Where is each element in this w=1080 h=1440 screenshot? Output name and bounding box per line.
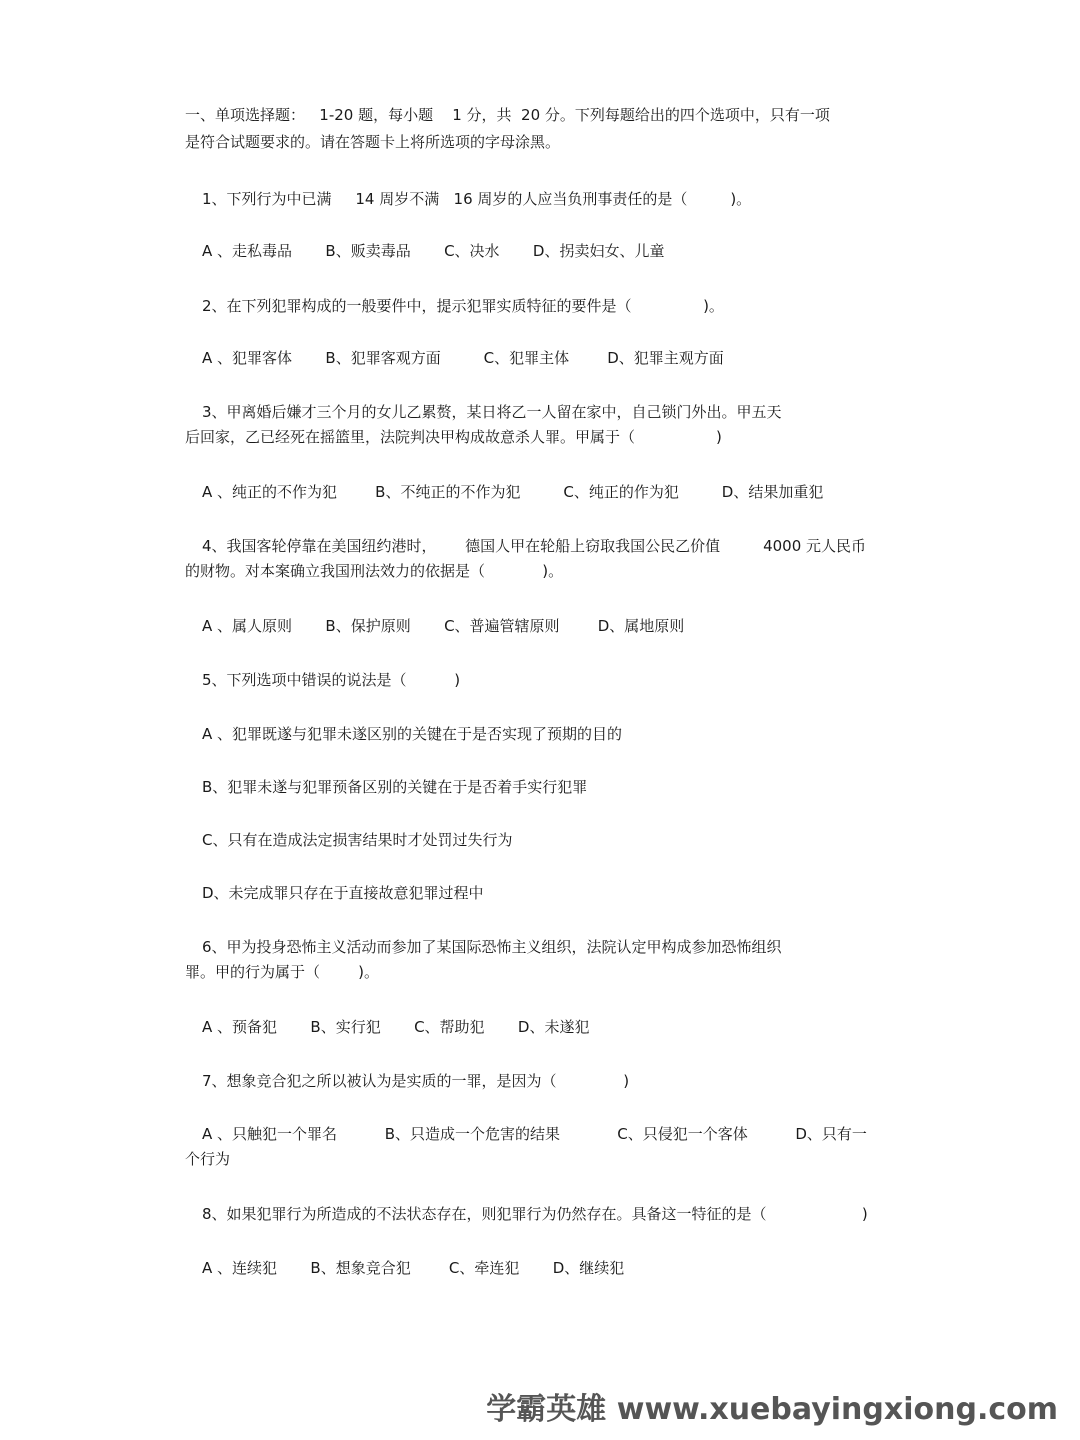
question-2-options: A 、犯罪客体 B、犯罪客观方面 C、犯罪主体 D、犯罪主观方面 bbox=[202, 349, 724, 367]
section-header-line-2: 是符合试题要求的。请在答题卡上将所选项的字母涂黑。 bbox=[185, 133, 561, 151]
question-2-stem: 2、在下列犯罪构成的一般要件中，提示犯罪实质特征的要件是（ )。 bbox=[202, 297, 724, 315]
question-3-options: A 、纯正的不作为犯 B、不纯正的不作为犯 C、纯正的作为犯 D、结果加重犯 bbox=[202, 483, 824, 501]
question-5-option-d: D、未完成罪只存在于直接故意犯罪过程中 bbox=[202, 884, 484, 902]
question-6-stem-line-2: 罪。甲的行为属于（ )。 bbox=[185, 963, 379, 981]
question-1-options: A 、走私毒品 B、贩卖毒品 C、决水 D、拐卖妇女、儿童 bbox=[202, 242, 665, 260]
question-4-stem-line-2: 的财物。对本案确立我国刑法效力的依据是（ )。 bbox=[185, 562, 564, 580]
question-5-option-a: A 、犯罪既遂与犯罪未遂区别的关键在于是否实现了预期的目的 bbox=[202, 725, 623, 743]
question-5-stem: 5、下列选项中错误的说法是（ ) bbox=[202, 671, 461, 689]
question-5-option-c: C、只有在造成法定损害结果时才处罚过失行为 bbox=[202, 831, 513, 849]
question-6-stem-line-1: 6、甲为投身恐怖主义活动而参加了某国际恐怖主义组织，法院认定甲构成参加恐怖组织 bbox=[202, 938, 782, 956]
question-8-options: A 、连续犯 B、想象竞合犯 C、牵连犯 D、继续犯 bbox=[202, 1259, 625, 1277]
question-4-stem-line-1: 4、我国客轮停靠在美国纽约港时， 德国人甲在轮船上窃取我国公民乙价值 4000 元人民币 bbox=[202, 537, 867, 555]
question-7-stem: 7、想象竞合犯之所以被认为是实质的一罪，是因为（ ) bbox=[202, 1072, 630, 1090]
question-6-options: A 、预备犯 B、实行犯 C、帮助犯 D、未遂犯 bbox=[202, 1018, 590, 1036]
question-3-stem-line-1: 3、甲离婚后嫌才三个月的女儿乙累赘，某日将乙一人留在家中，自己锁门外出。甲五天 bbox=[202, 403, 782, 421]
question-5-option-b: B、犯罪未遂与犯罪预备区别的关键在于是否着手实行犯罪 bbox=[202, 778, 588, 796]
question-3-stem-line-2: 后回家，乙已经死在摇篮里，法院判决甲构成故意杀人罪。甲属于（ ) bbox=[185, 428, 722, 446]
question-8-stem: 8、如果犯罪行为所造成的不法状态存在，则犯罪行为仍然存在。具备这一特征的是（ ) bbox=[202, 1205, 868, 1223]
watermark: 学霸英雄 www.xuebayingxiong.com bbox=[486, 1392, 1058, 1427]
question-7-options-line-1: A 、只触犯一个罪名 B、只造成一个危害的结果 C、只侵犯一个客体 D、只有一 bbox=[202, 1125, 867, 1143]
question-1-stem: 1、下列行为中已满 14 周岁不满 16 周岁的人应当负刑事责任的是（ )。 bbox=[202, 190, 752, 208]
question-4-options: A 、属人原则 B、保护原则 C、普遍管辖原则 D、属地原则 bbox=[202, 617, 685, 635]
question-7-options-line-2: 个行为 bbox=[185, 1150, 231, 1168]
section-header-line-1: 一、单项选择题： 1-20 题，每小题 1 分，共 20 分。下列每题给出的四个选项中，只有一项 bbox=[185, 106, 830, 124]
